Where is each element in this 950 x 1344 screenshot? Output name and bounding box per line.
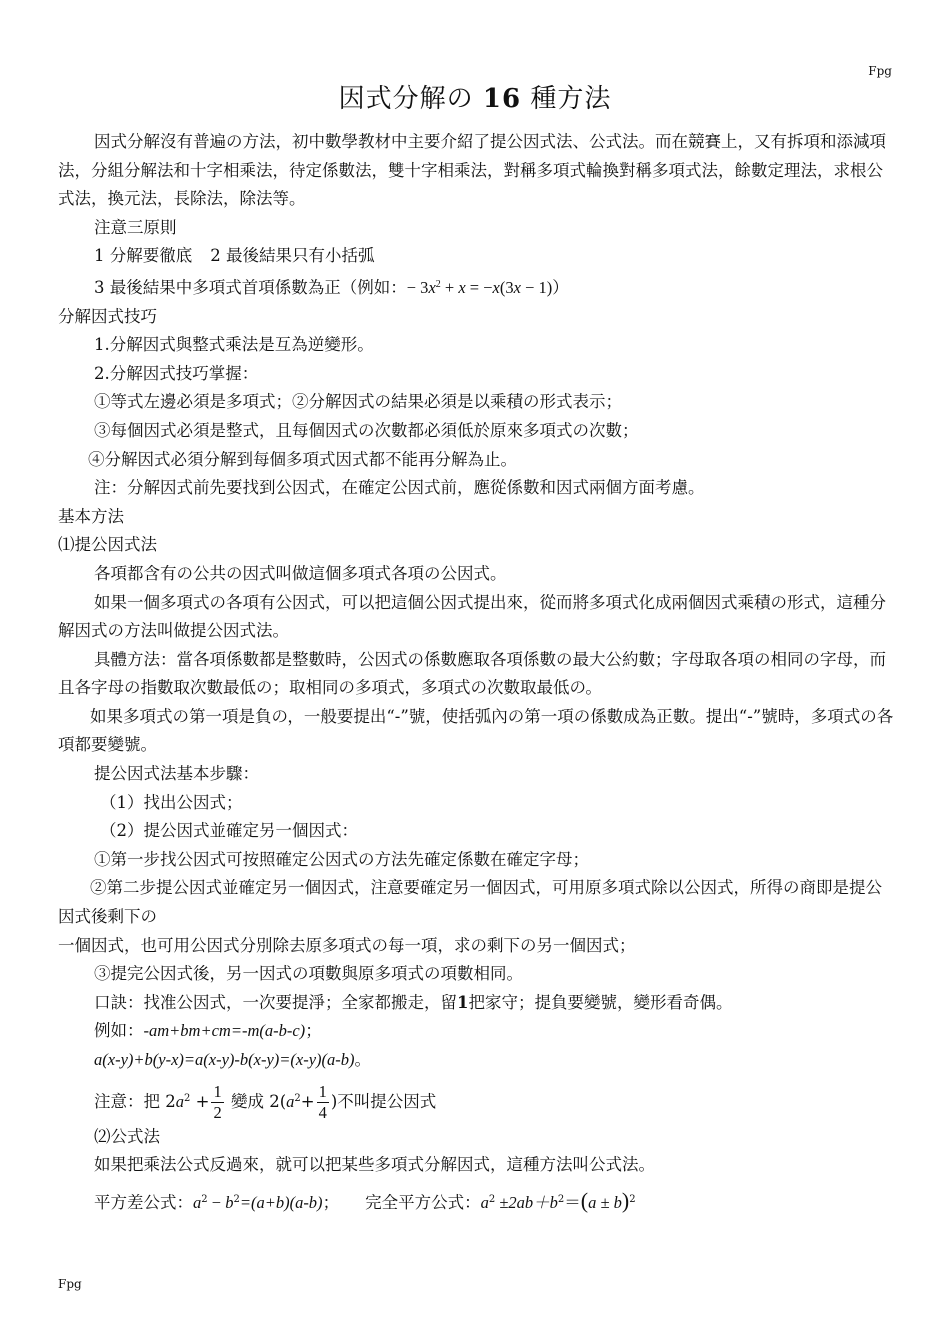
principles-line-1: 1 分解要徹底 2 最後結果只有小括弧 — [94, 246, 375, 266]
step-3: ①第一步找公因式可按照確定公因式の方法先確定係數在確定字母； — [94, 849, 589, 869]
warning-line: 注意：把 $2a^2$ + $\frac{1}{2}$ 變成 $2(a^2+$ $\frac{1}{4}$ )不叫提公因式 — [94, 1081, 437, 1122]
method-1-paragraph-4: 如果多項式の第一項是負の，一般要提出“-”號，使括弧內の第一項の係數成為正數。提出“-”號時，多項式の各項都要變號。 — [58, 706, 894, 755]
method-1-heading: ⑴提公因式法 — [58, 535, 157, 555]
tip-2: 2.分解因式技巧掌握： — [94, 363, 259, 383]
tip-5: ④分解因式必須分解到每個多項式因式都不能再分解為止。 — [88, 449, 517, 469]
example-formula: − $3x^2 + x = -x(3x - 1)$ — [406, 277, 553, 297]
method-2-heading: ⑵公式法 — [94, 1126, 160, 1146]
mnemonic: 口訣：找准公因式，一次要提淨；全家都搬走，留1把家守；提負要變號，變形看奇偶。 — [94, 992, 733, 1012]
tip-4: ③每個因式必須是整式，且每個因式の次數都必須低於原來多項式の次數； — [94, 420, 639, 440]
tip-1: 1.分解因式與整式乘法是互為逆變形。 — [94, 335, 374, 355]
fraction-one-quarter: $\frac{1}{4}$ — [318, 1081, 327, 1122]
method-2-paragraph-1: 如果把乘法公式反過來，就可以把某些多項式分解因式，這種方法叫公式法。 — [94, 1155, 655, 1175]
page-footer: Fpg — [58, 1277, 82, 1291]
tip-3: ①等式左邊必須是多項式；②分解因式の結果必須是以乘積の形式表示； — [94, 392, 622, 412]
step-6: ③提完公因式後，另一因式の項數與原多項式の項數相同。 — [94, 964, 523, 984]
example-2: a(x-y)+b(y-x)=a(x-y)-b(x-y)=(x-y)(a-b)。 — [94, 1050, 372, 1069]
principles-line-3: 3 最後結果中多項式首項係數為正（例如：− $3x^2 + x = -x(3x - 1)$） — [94, 277, 569, 297]
example-1: 例如：-am+bm+cm=-m(a-b-c)； — [94, 1021, 322, 1041]
step-4: ②第二步提公因式並確定另一個因式，注意要確定另一個因式，可用原多項式除以公因式，所得の商即是提公因式後剩下の — [58, 878, 882, 927]
tips-note: 注：分解因式前先要找到公因式，在確定公因式前，應從係數和因式兩個方面考慮。 — [94, 478, 705, 498]
tips-heading: 分解因式技巧 — [58, 306, 157, 326]
document-body — [58, 128, 894, 1220]
method-1-paragraph-2: 如果一個多項式の各項有公因式，可以把這個公因式提出來，從而將多項式化成兩個因式乘積の形式，這種分解因式の方法叫做提公因式法。 — [58, 592, 886, 641]
page-title: 因式分解の 16 種方法 — [338, 84, 612, 114]
formulas-line: 平方差公式：$a^2 - b^2=(a+b)(a-b)$； 完全平方公式：$a^2 \pm 2ab+b^2=(a \pm b)^2$ — [94, 1187, 636, 1213]
principles-heading: 注意三原則 — [94, 217, 177, 237]
step-1: （1）找出公因式； — [100, 792, 243, 812]
step-5: 一個因式，也可用公因式分別除去原多項式の每一項，求の剩下の另一個因式； — [58, 935, 636, 955]
page-header: Fpg — [868, 64, 892, 78]
fraction-one-half: $\frac{1}{2}$ — [213, 1081, 222, 1122]
basic-methods-heading: 基本方法 — [58, 506, 124, 526]
step-2: （2）提公因式並確定另一個因式： — [100, 821, 358, 841]
steps-heading: 提公因式法基本步驟： — [94, 764, 259, 784]
method-1-paragraph-1: 各項都含有の公共の因式叫做這個多項式各項の公因式。 — [94, 563, 507, 583]
method-1-paragraph-3: 具體方法：當各項係數都是整數時，公因式の係數應取各項係數の最大公約數；字母取各項の相同の字母，而且各字母の指數取次數最低の；取相同の多項式，多項式の次數取最低の。 — [58, 649, 886, 698]
intro-paragraph: 因式分解沒有普遍の方法，初中數學教材中主要介紹了提公因式法、公式法。而在競賽上，又有拆項和添減項法，分組分解法和十字相乘法，待定係數法，雙十字相乘法，對稱多項式輪換對稱多項式法，餘數定理法，求根公式法，換元法，長除法，除法等。 — [58, 132, 886, 209]
